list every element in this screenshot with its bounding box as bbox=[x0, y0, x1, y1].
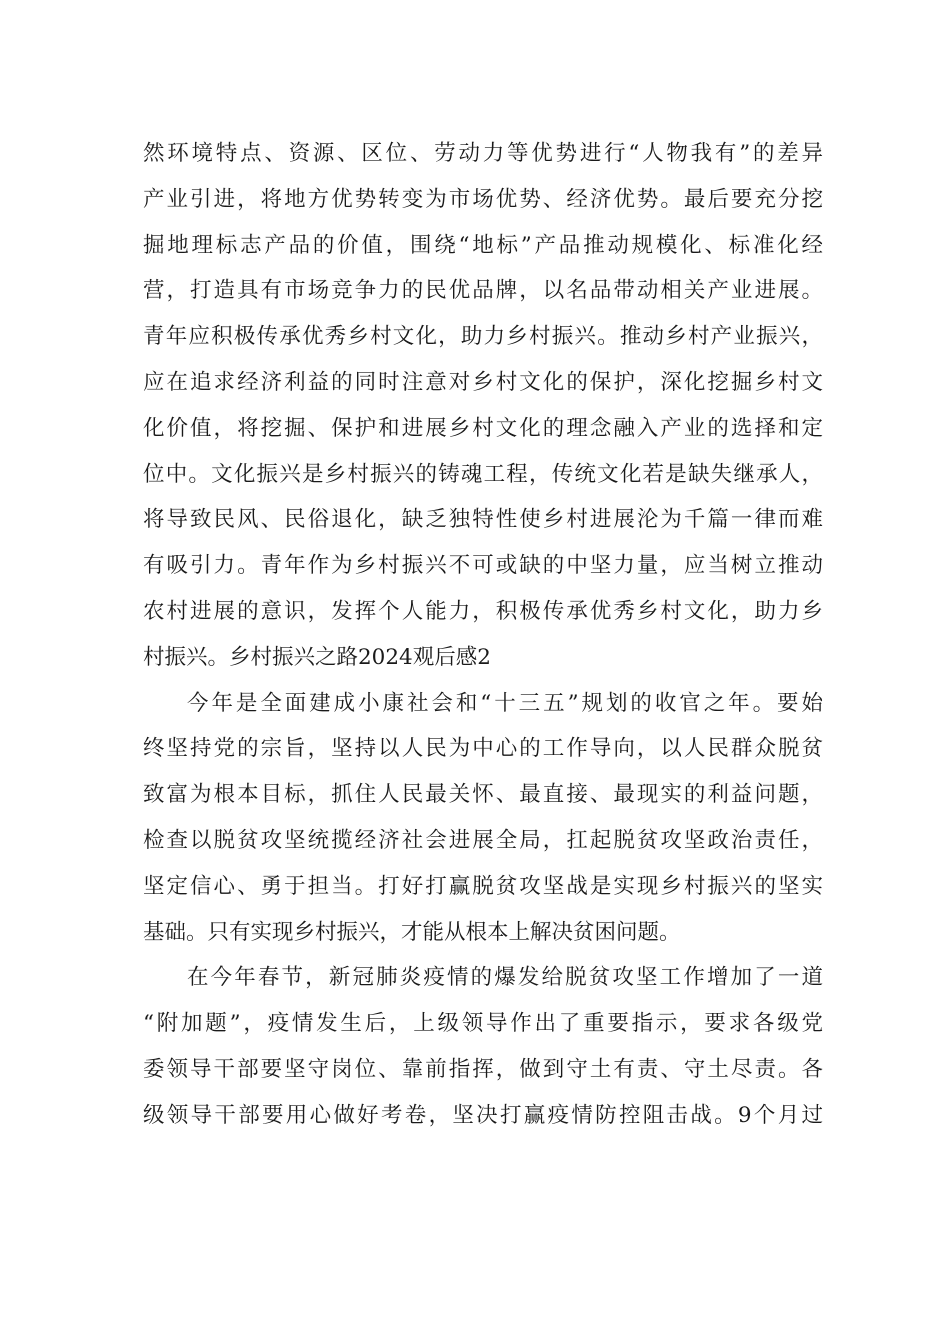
text-line: 青年应积极传承优秀乡村文化，助力乡村振兴。推动乡村产业振兴， bbox=[143, 324, 823, 350]
text-line: 委领导干部要坚守岗位、靠前指挥，做到守土有责、守土尽责。各 bbox=[143, 1056, 823, 1082]
text-line: 掘地理标志产品的价值，围绕“地标”产品推动规模化、标准化经 bbox=[143, 232, 823, 258]
text-line: 基础。只有实现乡村振兴，才能从根本上解决贫困问题。 bbox=[143, 919, 681, 945]
text-line: 坚定信心、勇于担当。打好打赢脱贫攻坚战是实现乡村振兴的坚实 bbox=[143, 873, 823, 899]
text-line: 在今年春节，新冠肺炎疫情的爆发给脱贫攻坚工作增加了一道 bbox=[187, 965, 823, 991]
text-line: 营，打造具有市场竞争力的民优品牌，以名品带动相关产业进展。 bbox=[143, 278, 823, 304]
text-line: 应在追求经济利益的同时注意对乡村文化的保护，深化挖掘乡村文 bbox=[143, 369, 823, 395]
text-line: 位中。文化振兴是乡村振兴的铸魂工程，传统文化若是缺失继承人， bbox=[143, 461, 823, 487]
text-line: 产业引进，将地方优势转变为市场优势、经济优势。最后要充分挖 bbox=[143, 186, 823, 212]
text-line: 级领导干部要用心做好考卷，坚决打赢疫情防控阻击战。9个月过 bbox=[143, 1102, 823, 1128]
paragraph-1 bbox=[143, 131, 823, 681]
text-line: 检查以脱贫攻坚统揽经济社会进展全局，扛起脱贫攻坚政治责任， bbox=[143, 827, 823, 853]
text-line: 然环境特点、资源、区位、劳动力等优势进行“人物我有”的差异 bbox=[143, 141, 823, 166]
text-line: 致富为根本目标，抓住人民最关怀、最直接、最现实的利益问题， bbox=[143, 782, 823, 808]
text-line: 将导致民风、民俗退化，缺乏独特性使乡村进展沦为千篇一律而难 bbox=[143, 507, 823, 533]
text-line: 有吸引力。青年作为乡村振兴不可或缺的中坚力量，应当树立推动 bbox=[143, 553, 823, 579]
text-line: 农村进展的意识，发挥个人能力，积极传承优秀乡村文化，助力乡 bbox=[143, 598, 823, 624]
text-line: 村振兴。乡村振兴之路2024观后感2 bbox=[143, 644, 491, 670]
text-line: “附加题”，疫情发生后，上级领导作出了重要指示，要求各级党 bbox=[143, 1011, 823, 1037]
text-line: 化价值，将挖掘、保护和进展乡村文化的理念融入产业的选择和定 bbox=[143, 415, 823, 441]
text-line: 今年是全面建成小康社会和“十三五”规划的收官之年。要始 bbox=[187, 690, 823, 716]
paragraph-3 bbox=[143, 955, 823, 1138]
text-line: 终坚持党的宗旨，坚持以人民为中心的工作导向，以人民群众脱贫 bbox=[143, 736, 823, 762]
document-body bbox=[143, 131, 823, 1139]
paragraph-2 bbox=[143, 681, 823, 956]
